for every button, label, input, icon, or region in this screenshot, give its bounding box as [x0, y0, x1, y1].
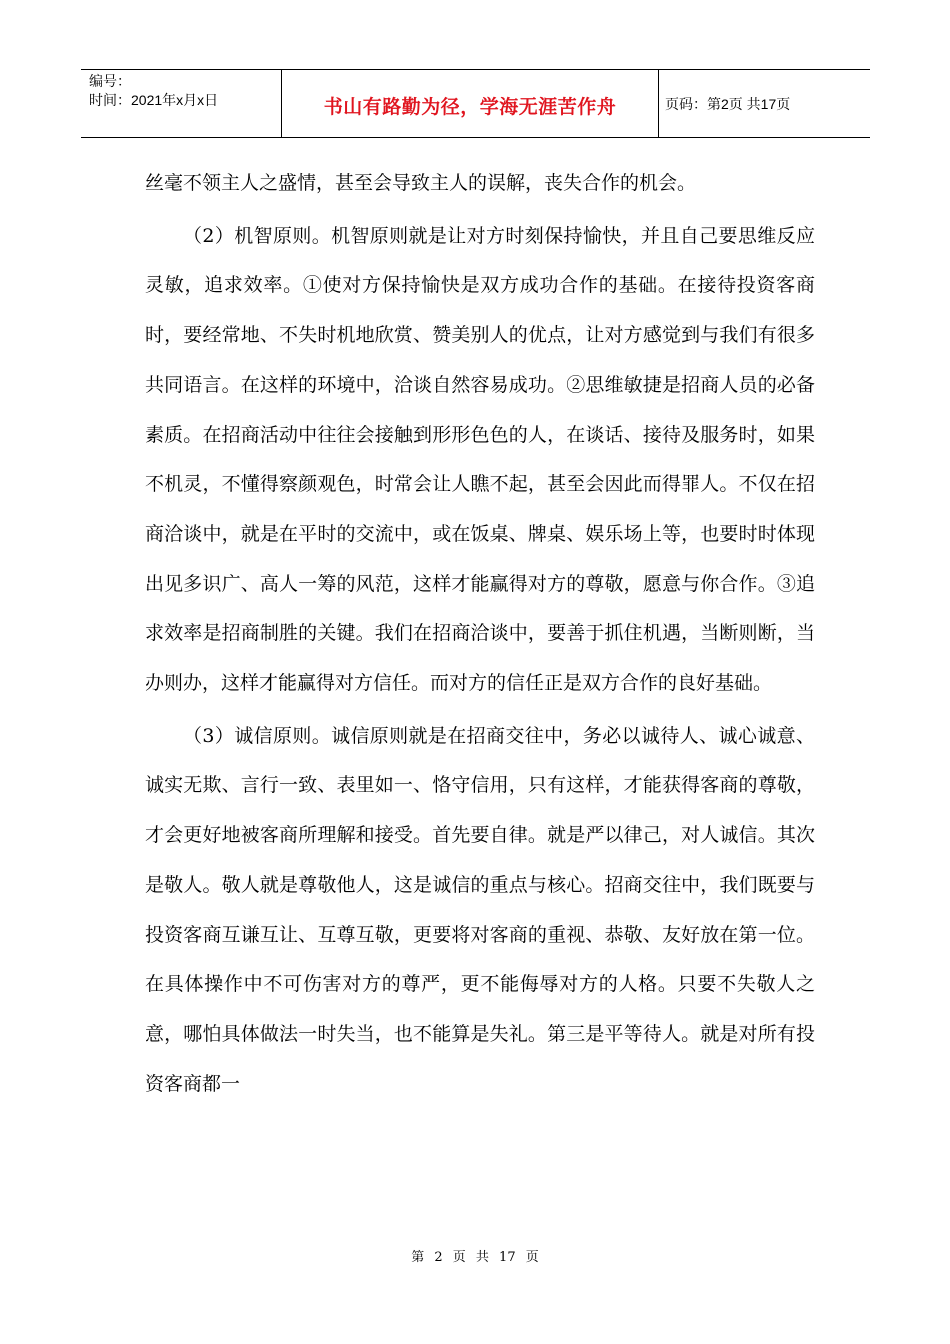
page-header — [81, 69, 870, 138]
paragraph-integrity-principle: （3）诚信原则。诚信原则就是在招商交往中，务必以诚待人、诚心诚意、诚实无欺、言行一致、表里如一、恪守信用，只有这样，才能获得客商的尊敬，才会更好地被客商所理解和接受。首先要自律。就是严以律己，对人诚信。其次是敬人。敬人就是尊敬他人，这是诚信的重点与核心。招商交往中，我们既要与投资客商互谦互让、互尊互敬，更要将对客商的重视、恭敬、友好放在第一位。在具体操作中不可伤害对方的尊严，更不能侮辱对方的人格。只要不失敬人之意，哪怕具体做法一时失当，也不能算是失礼。第三是平等待人。就是对所有投资客商都一 — [145, 724, 815, 1095]
time-label: 时间：2021年x月x日 — [89, 92, 219, 108]
header-motto-cell — [282, 70, 659, 137]
paragraph-continuation: 丝毫不领主人之盛情，甚至会导致主人的误解，丧失合作的机会。 — [145, 172, 697, 194]
header-page-code: 页码：第2页 共17页 — [665, 95, 791, 112]
page-footer: 第 2 页 共 17 页 — [411, 1250, 539, 1265]
header-info-cell — [81, 70, 282, 137]
serial-label: 编号： — [89, 73, 131, 89]
paragraph-wit-principle: （2）机智原则。机智原则就是让对方时刻保持愉快，并且自己要思维反应灵敏，追求效率。①使对方保持愉快是双方成功合作的基础。在接待投资客商时，要经常地、不失时机地欣赏、赞美别人的优点，让对方感觉到与我们有很多共同语言。在这样的环境中，洽谈自然容易成功。②思维敏捷是招商人员的必备素质。在招商活动中往往会接触到形形色色的人，在谈话、接待及服务时，如果不机灵，不懂得察颜观色，时常会让人瞧不起，甚至会因此而得罪人。不仅在招商洽谈中，就是在平时的交流中，或在饭桌、牌桌、娱乐场上等，也要时时体现出见多识广、高人一筹的风范，这样才能赢得对方的尊敬，愿意与你合作。③追求效率是招商制胜的关键。我们在招商洽谈中，要善于抓住机遇，当断则断，当办则办，这样才能赢得对方信任。而对方的信任正是双方合作的良好基础。 — [145, 224, 815, 695]
header-page-cell — [659, 70, 870, 137]
header-motto: 书山有路勤为径，学海无涯苦作舟 — [323, 97, 617, 118]
document-body — [145, 159, 815, 1109]
